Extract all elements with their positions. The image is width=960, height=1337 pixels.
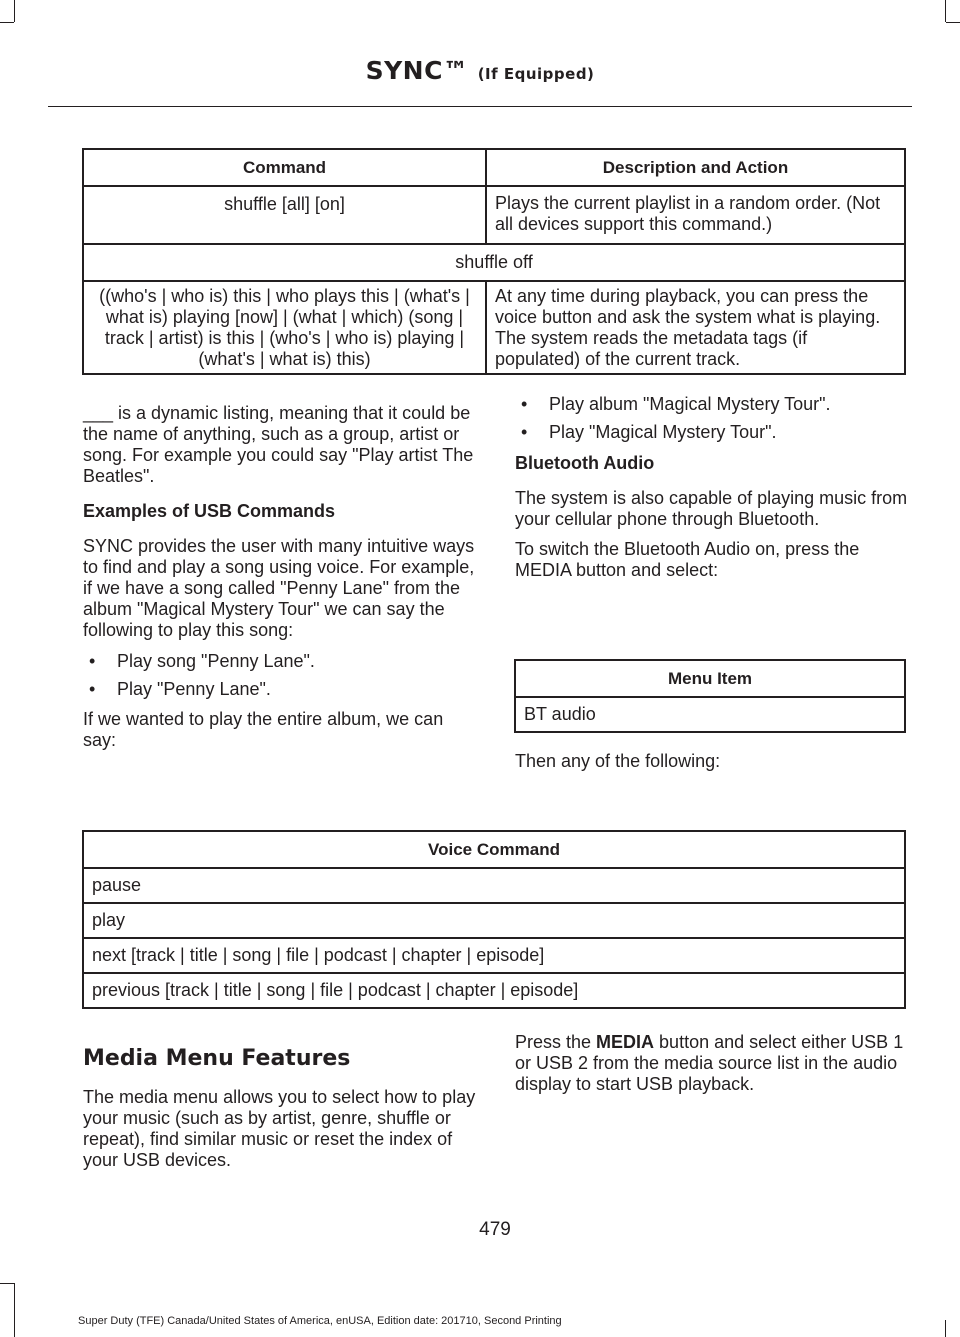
command-cell: ((who's | who is) this | who plays this | (what's | what is) playing [now] | (what | which) (song | track | artist) is this | (who's | who is) playing | (what's | what is) this) [83,281,486,374]
media-button-label: MEDIA [596,1032,655,1052]
right-column [515,394,910,581]
table-row [83,903,905,938]
section-heading: Bluetooth Audio [515,453,655,473]
crop-mark [945,0,946,22]
table-header-row [83,831,905,868]
bullet-glyph: • [89,679,96,699]
list-item [515,422,910,443]
list-item-text: Play "Magical Mystery Tour". [549,422,777,442]
list-item [515,394,910,415]
voice-command-table [82,830,906,1009]
menu-item-cell: BT audio [515,697,905,732]
table-header-voice-command: Voice Command [83,831,905,868]
voice-command-cell: play [83,903,905,938]
table-header-row [515,660,905,697]
list-item-text: Play album "Magical Mystery Tour". [549,394,831,414]
media-menu-heading: Media Menu Features [83,1046,351,1071]
command-cell: shuffle [all] [on] [83,186,486,244]
header-rule [48,106,912,107]
paragraph: To switch the Bluetooth Audio on, press the MEDIA button and select: [515,539,860,580]
footer-edition: Super Duty (TFE) Canada/United States of America, enUSA, Edition date: 201710, Second Printing [78,1315,562,1327]
media-paragraph: The media menu allows you to select how to play your music (such as by artist, genre, shuffle or repeat), find similar music or reset the index of your USB devices. [83,1087,476,1170]
list-item [83,651,478,672]
table-row [83,973,905,1008]
table-row [83,244,905,281]
paragraph-then: Then any of the following: [515,751,721,771]
command-cell: shuffle off [83,244,905,281]
media-press-paragraph [515,1032,910,1095]
page-header [0,56,960,85]
table-header-description: Description and Action [486,149,905,186]
voice-command-cell: pause [83,868,905,903]
section-heading: Examples of USB Commands [83,501,336,521]
paragraph: If we wanted to play the entire album, we can say: [83,709,444,750]
table-header-command: Command [83,149,486,186]
crop-mark [946,22,960,23]
list-item-text: Play "Penny Lane". [117,679,271,699]
menu-item-table [514,659,906,733]
paragraph: SYNC provides the user with many intuitive ways to find and play a song using voice. For example, if we have a song called "Penny Lane" from the album "Magical Mystery Tour" we can say the following to play this song: [83,536,475,640]
paragraph: ___ is a dynamic listing, meaning that it could be the name of anything, such as a group, artist or song. For example you could say "Play artist The Beatles". [83,403,474,486]
media-press-text-end: button and select either USB 1 or USB 2 from the media source list in the audio display to start USB playback. [515,1032,904,1094]
table-row [83,281,905,374]
crop-mark [14,0,15,22]
page-number: 479 [479,1219,511,1240]
bullet-glyph: • [521,422,528,442]
crop-mark [0,1283,14,1284]
table-row [515,697,905,732]
list-item-text: Play song "Penny Lane". [117,651,315,671]
crop-mark [14,1283,15,1337]
media-press-text: Press the [515,1032,597,1052]
table-row [83,868,905,903]
header-subtitle: (If Equipped) [477,65,595,83]
voice-command-cell: previous [track | title | song | file | podcast | chapter | episode] [83,973,905,1008]
left-column [83,403,478,751]
table-row [83,938,905,973]
voice-command-cell: next [track | title | song | file | podcast | chapter | episode] [83,938,905,973]
description-cell: At any time during playback, you can press the voice button and ask the system what is playing. The system reads the metadata tags (if populated) of the current track. [486,281,905,374]
table-header-row [83,149,905,186]
list-item [83,679,478,700]
table-header-menu-item: Menu Item [515,660,905,697]
bullet-glyph: • [521,394,528,414]
crop-mark [0,22,14,23]
bullet-glyph: • [89,651,96,671]
paragraph: The system is also capable of playing music from your cellular phone through Bluetooth. [515,488,908,529]
description-cell: Plays the current playlist in a random order. (Not all devices support this command.) [486,186,905,244]
command-table [82,148,906,375]
header-title: SYNC™ [365,56,469,85]
crop-mark [945,1320,946,1337]
table-row [83,186,905,244]
